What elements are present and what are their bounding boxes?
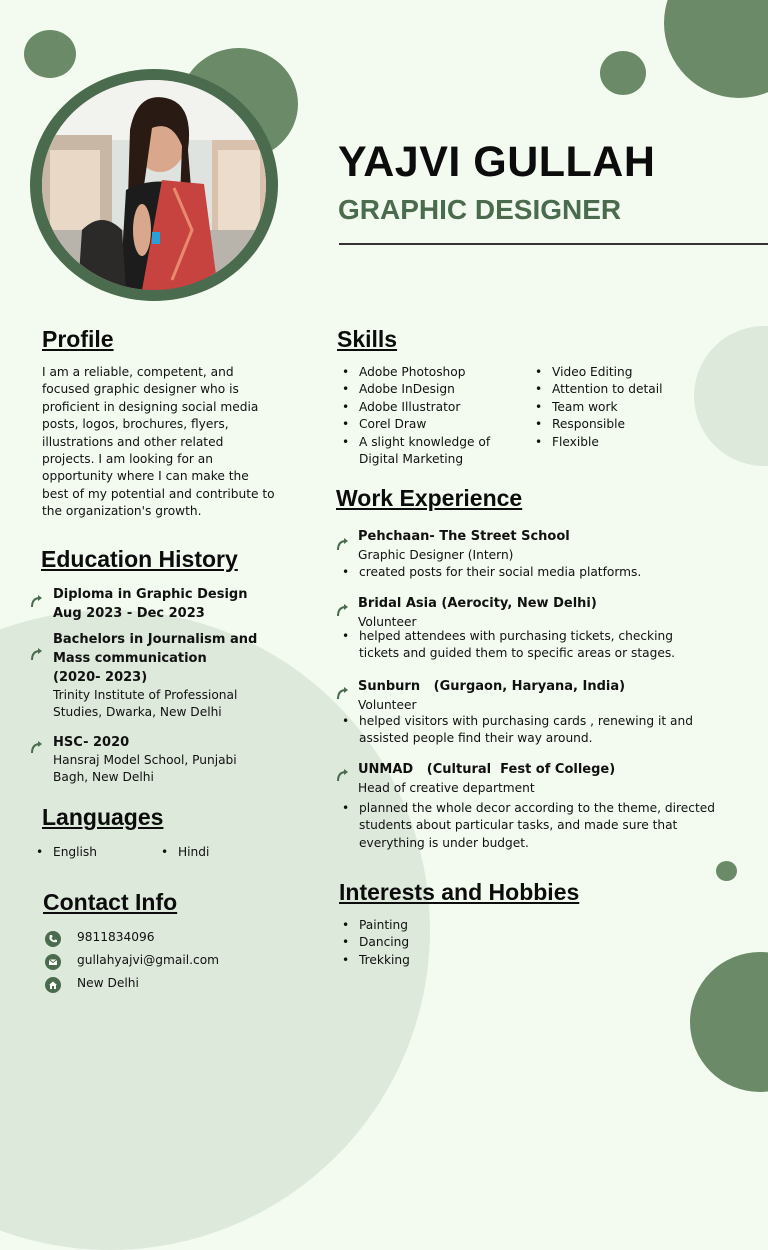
work-desc-text: everything is under budget. [359,835,529,850]
skill-item: • Adobe Illustrator [337,399,527,416]
decor-circle-top-right [664,0,768,98]
skill-item: • Corel Draw [337,416,527,433]
education-institution: Bagh, New Delhi [53,770,154,785]
education-institution: Hansraj Model School, Punjabi [53,753,237,767]
education-dates: Aug 2023 - Dec 2023 [53,606,205,621]
education-title: HSC- 2020 [53,735,130,750]
education-item [53,585,248,623]
language-item: • Hindi [156,844,256,861]
work-role: Volunteer [358,698,417,712]
header-divider [339,243,768,245]
curved-arrow-icon [336,686,350,700]
interest-item: • Trekking [337,952,537,969]
work-role: Head of creative department [358,781,535,795]
work-desc [337,628,757,663]
languages-list [31,844,131,861]
profile-line: the organization's growth. [42,504,202,519]
curved-arrow-icon [30,647,44,661]
skills-heading: Skills [337,326,398,352]
work-role: Graphic Designer (Intern) [358,548,514,562]
home-icon [45,977,61,993]
profile-line: projects. I am looking for an [42,452,213,467]
skill-item: • Adobe Photoshop [337,364,527,381]
contact-location: New Delhi [77,976,139,990]
work-item [358,527,570,564]
language-item: • English [31,844,131,861]
work-desc [337,800,762,852]
education-heading: Education History [41,546,238,572]
profile-photo-frame [30,69,278,301]
curved-arrow-icon [336,768,350,782]
skills-list-right [530,364,730,451]
work-desc-text: planned the whole decor according to the theme, directed [359,801,715,815]
profile-line: proficient in designing social media [42,399,259,414]
profile-photo [42,80,266,290]
education-title: Mass communication [53,651,207,666]
work-desc-text: tickets and guided them to specific areas or stages. [359,646,676,661]
work-desc [337,713,757,748]
curved-arrow-icon [30,740,44,754]
work-desc-line [337,713,757,748]
skill-text: A slight knowledge of [359,434,491,449]
profile-line: focused graphic designer who is [42,382,239,397]
education-item [53,630,257,722]
work-role: Volunteer [358,615,417,629]
curved-arrow-icon [336,603,350,617]
work-item [358,760,615,797]
skill-item [337,434,527,469]
work-desc-text: students about particular tasks, and made sure that [359,818,678,833]
skill-text-cont: Digital Marketing [359,452,464,467]
interests-list [337,917,537,969]
work-desc-text: assisted people find their way around. [359,731,593,746]
work-heading: Work Experience [336,485,523,511]
contact-phone: 9811834096 [77,930,155,944]
education-title: Diploma in Graphic Design [53,587,248,602]
profile-line: best of my potential and contribute to [42,486,275,501]
job-title: GRAPHIC DESIGNER [338,194,622,225]
education-title: Bachelors in Journalism and [53,632,258,647]
work-desc-line [337,628,757,663]
contact-heading: Contact Info [43,889,178,915]
phone-icon [45,931,61,947]
profile-heading: Profile [42,326,114,352]
interest-item: • Dancing [337,934,537,951]
contact-email: gullahyajvi@gmail.com [77,953,220,967]
languages-heading: Languages [42,804,164,830]
skill-item: • Video Editing [530,364,730,381]
work-org: Pehchaan- The Street School [358,529,570,544]
education-dates: (2020- 2023) [53,670,148,685]
curved-arrow-icon [30,594,44,608]
profile-line: I am a reliable, competent, and [42,365,234,379]
email-icon [45,954,61,970]
education-institution: Trinity Institute of Professional [53,688,238,702]
work-org: Sunburn (Gurgaon, Haryana, India) [358,679,626,694]
skill-item: • Adobe InDesign [337,381,527,398]
work-desc [337,564,757,581]
person-name: YAJVI GULLAH [338,138,656,186]
skill-item: • Flexible [530,434,730,451]
decor-circle-bottom-right [690,952,768,1092]
skills-list-left [337,364,527,468]
profile-line: opportunity where I can make the [42,469,249,484]
skill-item: • Attention to detail [530,381,730,398]
languages-list [156,844,256,861]
profile-text [42,364,292,521]
profile-line: illustrations and other related [42,434,224,449]
decor-circle-small-top [600,51,646,95]
work-desc-line [337,800,762,852]
education-institution: Studies, Dwarka, New Delhi [53,705,222,720]
work-item [358,594,597,631]
decor-circle-top-left [24,30,76,78]
curved-arrow-icon [336,537,350,551]
decor-dot-right [716,861,737,881]
skill-item: • Responsible [530,416,730,433]
education-item [53,733,237,787]
work-desc-text: helped visitors with purchasing cards , renewing it and [359,714,693,728]
interest-item: • Painting [337,917,537,934]
work-desc-text: helped attendees with purchasing tickets, checking [359,629,673,643]
profile-line: posts, logos, brochures, flyers, [42,417,229,432]
work-org: UNMAD (Cultural Fest of College) [358,762,616,777]
skill-item: • Team work [530,399,730,416]
work-org: Bridal Asia (Aerocity, New Delhi) [358,596,597,611]
work-desc-line: • created posts for their social media platforms. [337,564,757,581]
work-item [358,677,625,714]
interests-heading: Interests and Hobbies [339,879,580,905]
